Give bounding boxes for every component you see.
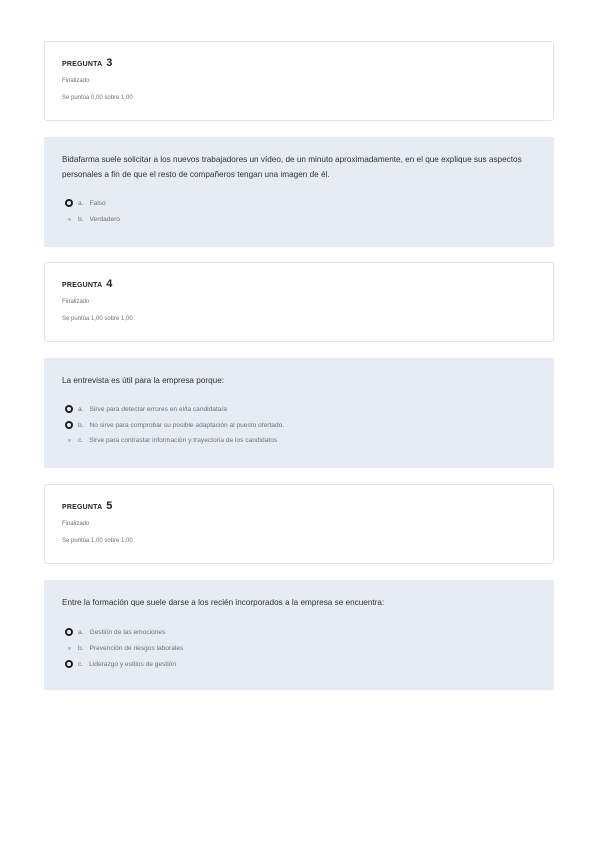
- question-info-card: [44, 484, 554, 564]
- question-state: Finalizado: [62, 299, 90, 305]
- answer-label: Sirve para contrastar información y trayectoria de los candidatos: [89, 436, 278, 444]
- answer-label: Prevención de riesgos laborales: [89, 644, 184, 652]
- question-number: 5: [106, 500, 113, 512]
- answer-letter: b.: [78, 644, 84, 652]
- answer-label: Sirve para detectar errores en el/la candidata/a: [89, 405, 227, 413]
- question-grade: Se puntúa 1,00 sobre 1,00: [62, 316, 133, 322]
- question-content-card: [44, 137, 554, 247]
- question-grade: Se puntúa 0,00 sobre 1,00: [62, 95, 133, 101]
- question-grade: Se puntúa 1,00 sobre 1,00: [62, 538, 133, 544]
- question-content-card: [44, 358, 554, 468]
- question-state: Finalizado: [62, 521, 90, 527]
- answer-letter: a.: [78, 628, 84, 636]
- question-number: 3: [106, 57, 113, 69]
- question-heading: PREGUNTA 5: [62, 500, 113, 512]
- answer-label: Falso: [89, 199, 106, 207]
- answer-label: No sirve para comprobar su posible adaptación al puesto ofertado.: [89, 421, 285, 429]
- question-info-card: [44, 41, 554, 121]
- unselected-radio-icon: [64, 214, 74, 224]
- answer-option[interactable]: [64, 642, 183, 654]
- answer-letter: b.: [78, 421, 84, 429]
- answer-option[interactable]: [64, 197, 106, 209]
- selected-radio-icon: [64, 420, 74, 430]
- selected-radio-icon: [64, 627, 74, 637]
- answer-label: Gestión de las emociones: [89, 628, 166, 636]
- answer-option[interactable]: [64, 434, 277, 446]
- question-heading: PREGUNTA 4: [62, 278, 113, 290]
- selected-radio-icon: [64, 404, 74, 414]
- answer-letter: b.: [78, 215, 84, 223]
- question-text: Bidafarma suele solicitar a los nuevos trabajadores un vídeo, de un minuto aproximadamente, en el que explique sus aspectos personales a fin de que el resto de compañeros tengan una imagen de él.: [62, 155, 522, 179]
- answer-option[interactable]: [64, 658, 176, 670]
- question-heading: PREGUNTA 3: [62, 57, 113, 69]
- answer-option[interactable]: [64, 213, 120, 225]
- answer-letter: a.: [78, 405, 84, 413]
- selected-radio-icon: [64, 198, 74, 208]
- question-number: 4: [106, 278, 113, 290]
- answer-letter: c.: [78, 436, 84, 444]
- answer-option[interactable]: [64, 419, 284, 431]
- unselected-radio-icon: [64, 435, 74, 445]
- question-content-card: [44, 580, 554, 690]
- question-text: La entrevista es útil para la empresa porque:: [62, 376, 225, 385]
- answer-option[interactable]: [64, 626, 165, 638]
- answer-letter: c.: [78, 660, 84, 668]
- selected-radio-icon: [64, 659, 74, 669]
- unselected-radio-icon: [64, 643, 74, 653]
- question-state: Finalizado: [62, 78, 90, 84]
- answer-label: Verdadero: [89, 215, 120, 223]
- answer-option[interactable]: [64, 403, 227, 415]
- answer-label: Liderazgo y estilos de gestión: [89, 660, 177, 668]
- question-text: Entre la formación que suele darse a los recién incorporados a la empresa se encuentra:: [62, 598, 385, 607]
- answer-letter: a.: [78, 199, 84, 207]
- question-info-card: [44, 262, 554, 342]
